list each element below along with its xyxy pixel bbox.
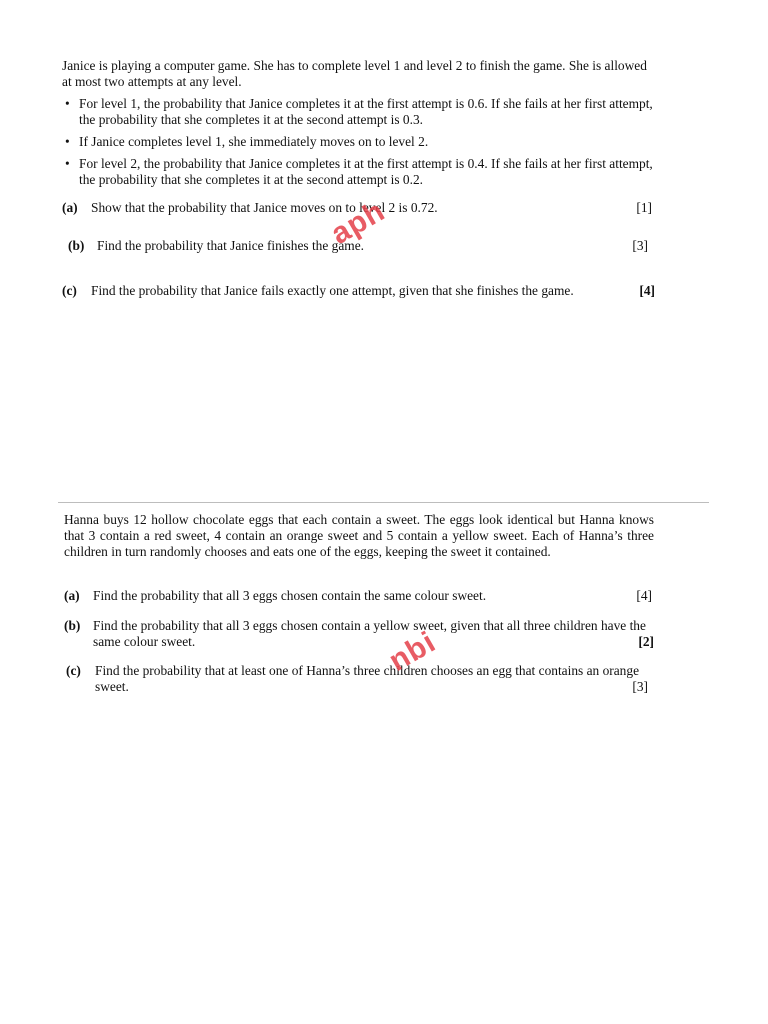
part-marks: [4]: [636, 588, 652, 603]
section-divider: [58, 502, 709, 503]
part-marks: [1]: [636, 200, 652, 215]
question1-bullet-text: For level 1, the probability that Janice completes it at the first attempt is 0.6. If she fails at her first attempt, the probability that she completes it at the second attempt is 0.3.: [79, 96, 653, 127]
question2-part-c: [66, 663, 648, 697]
question1-bullet-text: If Janice completes level 1, she immediately moves on to level 2.: [79, 134, 429, 149]
bullet-icon: •: [65, 96, 70, 111]
part-label: (a): [62, 200, 78, 215]
part-text: Find the probability that Janice fails exactly one attempt, given that she finishes the game.: [91, 283, 574, 298]
bullet-icon: •: [65, 134, 70, 149]
part-marks: [4]: [639, 283, 655, 298]
part-text: Find the probability that at least one of Hanna’s three children chooses an egg that contains an orange sweet.: [95, 663, 640, 694]
part-marks: [2]: [638, 634, 654, 649]
part-label: (c): [66, 663, 81, 678]
part-text: Find the probability that all 3 eggs chosen contain a yellow sweet, given that all three children have the same colour sweet.: [93, 618, 646, 649]
watermark-logo: nbi: [383, 625, 442, 678]
part-marks: [3]: [632, 679, 648, 694]
part-text: Find the probability that Janice finishes the game.: [97, 238, 365, 253]
question1-bullet: [62, 96, 656, 128]
question1-bullet: [62, 156, 656, 188]
question2-intro: Hanna buys 12 hollow chocolate eggs that each contain a sweet. The eggs look identical but Hanna knows that 3 contain a red sweet, 4 contain an orange sweet and 5 contain a yellow sweet. Each of Hanna’s three children in turn randomly chooses and eats one of the eggs, keeping the sweet it contained.: [64, 512, 654, 559]
part-label: (a): [64, 588, 80, 603]
question1-bullet-text: For level 2, the probability that Janice completes it at the first attempt is 0.4. If she fails at her first attempt, the probability that she completes it at the second attempt is 0.2.: [79, 156, 653, 187]
question1-bullet: [62, 134, 656, 150]
watermark-logo: aph: [325, 194, 391, 251]
part-label: (b): [68, 238, 85, 253]
part-text: Find the probability that all 3 eggs chosen contain the same colour sweet.: [93, 588, 487, 603]
part-label: (b): [64, 618, 81, 633]
part-marks: [3]: [632, 238, 648, 253]
bullet-icon: •: [65, 156, 70, 171]
question1-intro: Janice is playing a computer game. She has to complete level 1 and level 2 to finish the game. She is allowed at most two attempts at any level.: [62, 58, 647, 89]
part-text: Show that the probability that Janice moves on to level 2 is 0.72.: [91, 200, 438, 215]
part-label: (c): [62, 283, 77, 298]
question2-part-b: [64, 618, 654, 652]
question1-bullet-list: [62, 96, 656, 194]
